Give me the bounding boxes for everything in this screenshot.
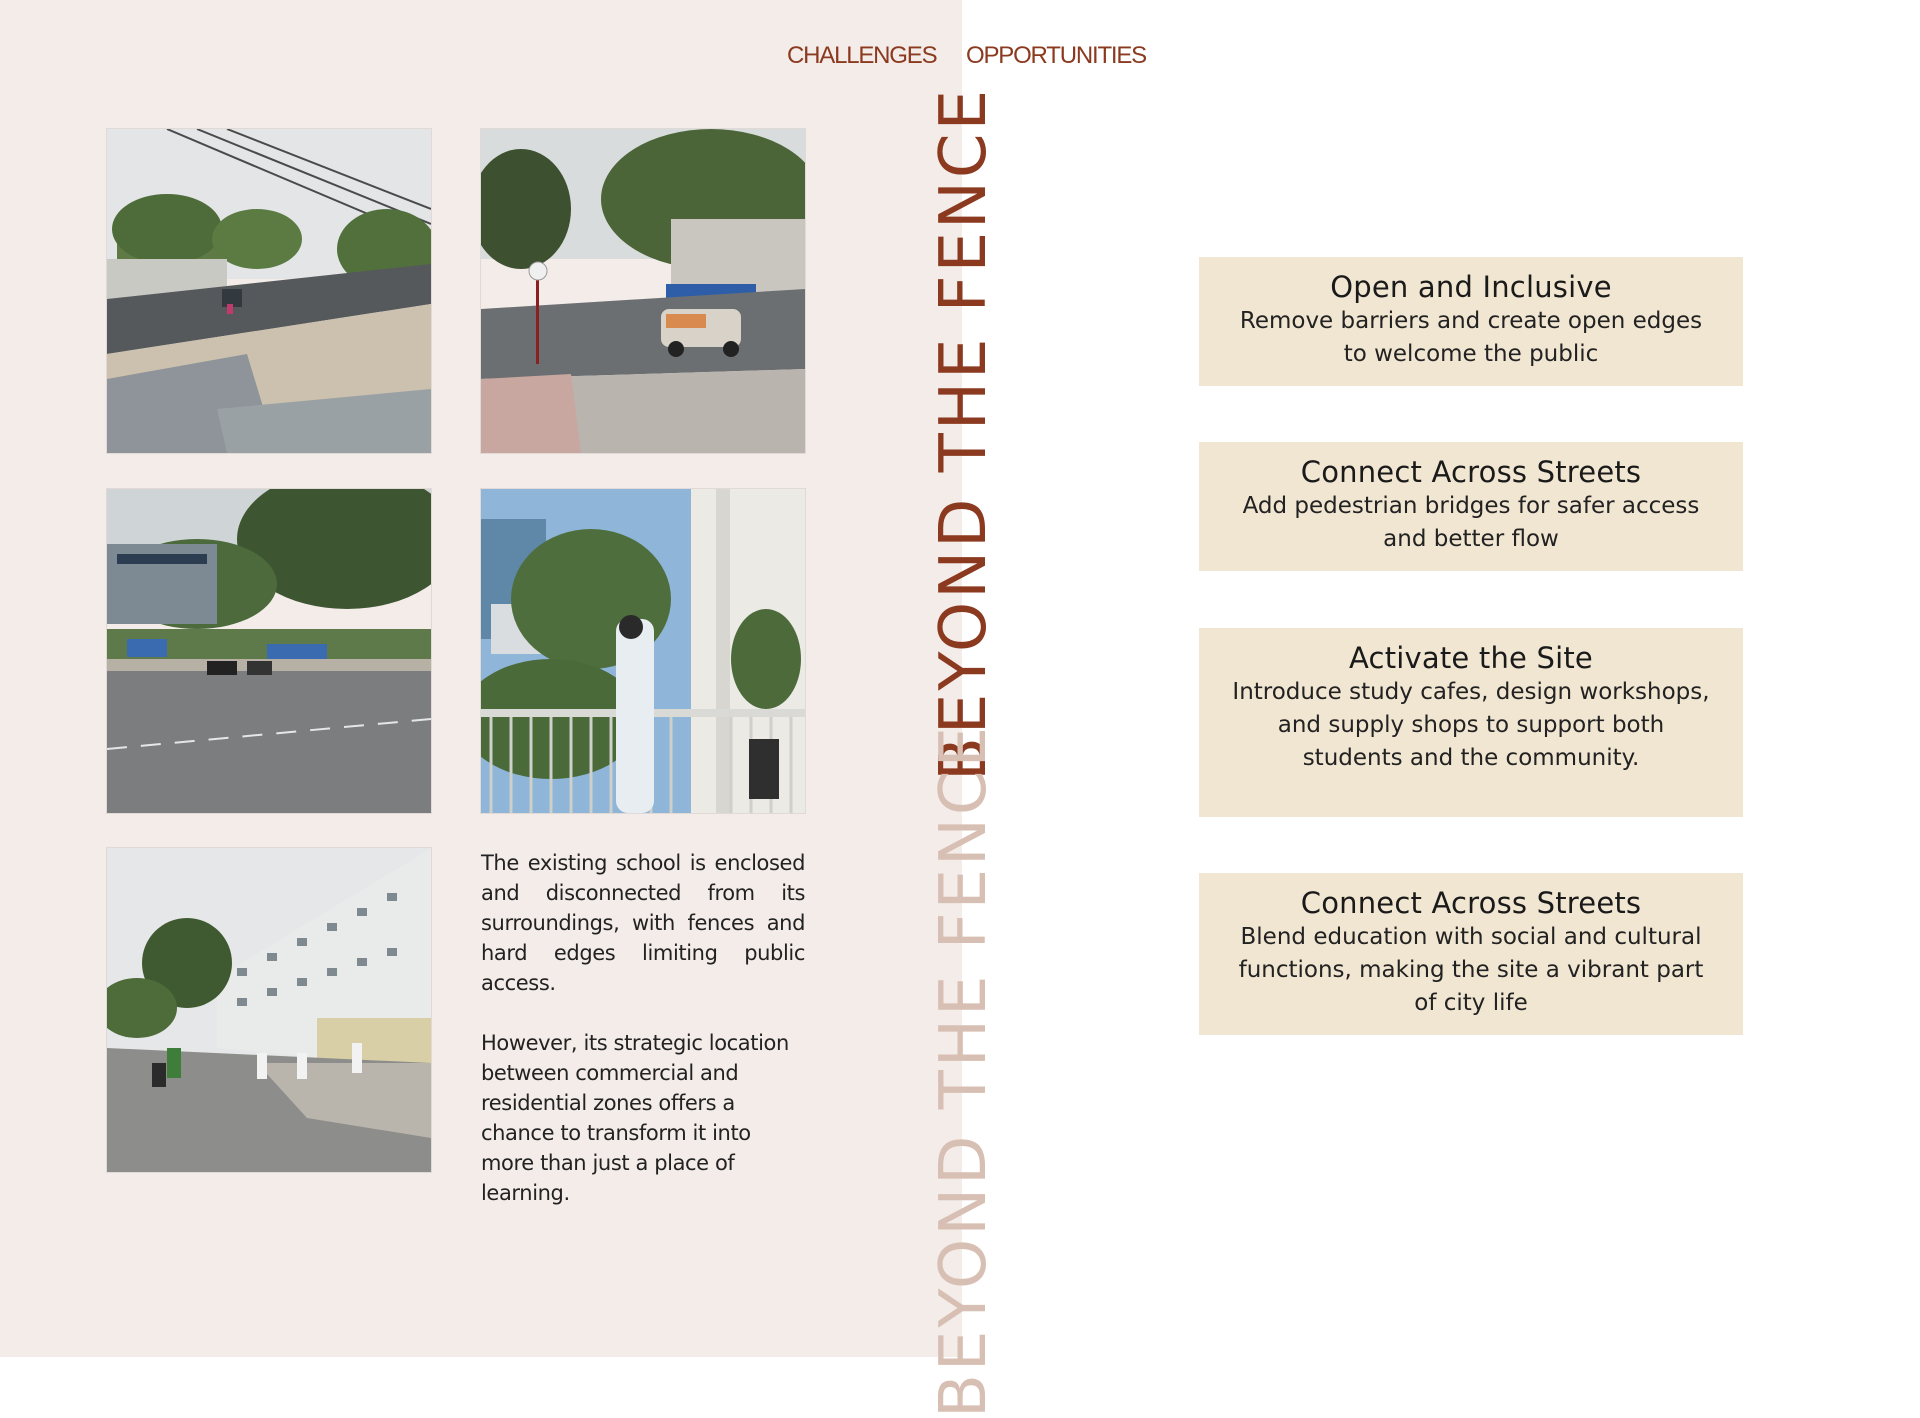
opportunity-title: Open and Inclusive xyxy=(1330,270,1612,304)
street-photo-school-front xyxy=(107,489,431,813)
vertical-title-faded: BEYOND THE FENCE xyxy=(927,723,1001,1418)
street-photo-power-lines xyxy=(107,129,431,453)
opportunity-description: Introduce study cafes, design workshops, and supply shops to support both students and the community. xyxy=(1232,679,1710,771)
opportunity-title: Connect Across Streets xyxy=(1300,886,1642,920)
street-photo-taxi xyxy=(481,129,805,453)
opportunity-card xyxy=(1199,442,1743,571)
street-photo-school-building xyxy=(107,848,431,1172)
tab-challenges[interactable]: CHALLENGES xyxy=(787,42,937,69)
opportunity-card xyxy=(1199,873,1743,1035)
challenge-paragraph-1: The existing school is enclosed and disconnected from its surroundings, with fences and hard edges limiting public access. xyxy=(481,851,805,995)
vertical-title: BEYOND THE FENCE xyxy=(927,86,1001,781)
balcony-photo-student xyxy=(481,489,805,813)
opportunity-title: Activate the Site xyxy=(1349,641,1593,675)
opportunity-title: Connect Across Streets xyxy=(1300,455,1642,489)
opportunity-card xyxy=(1199,628,1743,817)
challenge-paragraph-2: However, its strategic location between commercial and residential zones offers a chance to transform it into more than just a place of learning. xyxy=(481,1031,789,1205)
opportunity-description: Add pedestrian bridges for safer access and better flow xyxy=(1242,493,1700,552)
opportunity-description: Remove barriers and create open edges to welcome the public xyxy=(1239,308,1703,367)
opportunity-description: Blend education with social and cultural functions, making the site a vibrant part of city life xyxy=(1238,924,1704,1016)
opportunity-card xyxy=(1199,257,1743,386)
tab-opportunities[interactable]: OPPORTUNITIES xyxy=(966,42,1146,69)
